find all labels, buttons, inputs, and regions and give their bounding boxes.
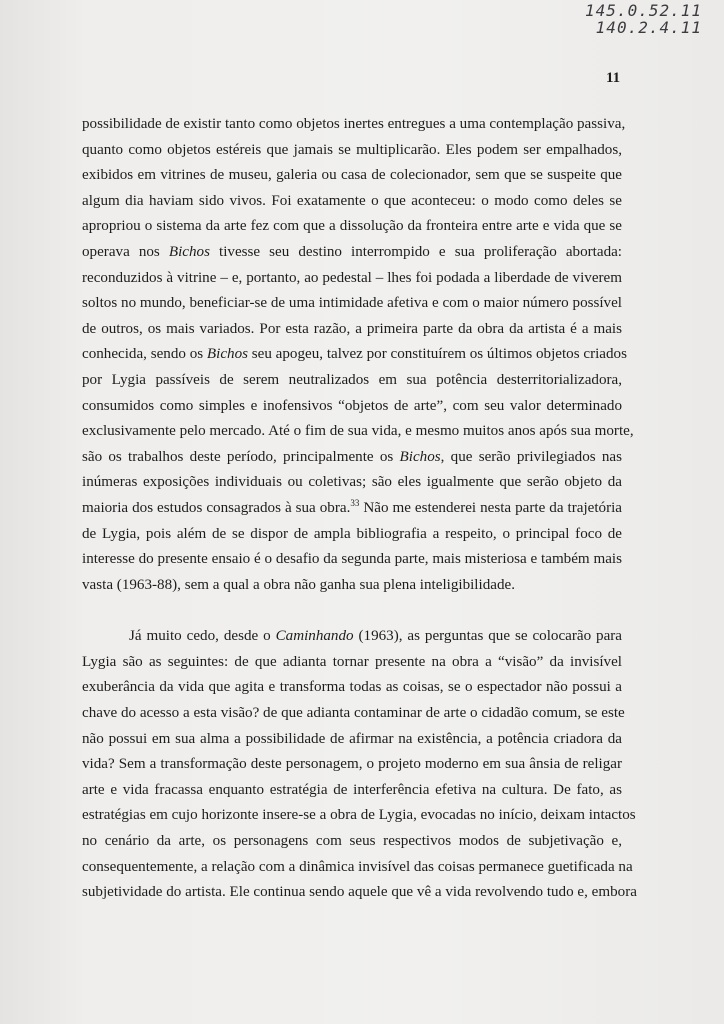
text-line: quanto como objetos estéreis que jamais se multiplicarão. Eles podem ser empalhados, <box>82 141 622 158</box>
text-line: de Lygia, pois além de se dispor de ampla bibliografia a respeito, o principal foco de <box>82 525 622 542</box>
handwritten-reference <box>585 2 702 36</box>
text-line: maioria dos estudos consagrados à sua obra.$^{33}$ Não me estenderei nesta parte da trajetória <box>82 497 622 516</box>
text-line: por Lygia passíveis de serem neutralizados em sua potência desterritorializadora, <box>82 371 622 388</box>
text-line: arte e vida fracassa enquanto estratégia de interferência efetiva na cultura. De fato, as <box>82 781 622 798</box>
text-line: no cenário da arte, os personagens com seus respectivos modos de subjetivação e, <box>82 833 622 850</box>
text-line: consumidos como simples e inofensivos “objetos de arte”, com seu valor determinado <box>82 397 622 414</box>
italic-title: Bichos <box>399 448 441 465</box>
text-line: vida? Sem a transformação deste personagem, o projeto moderno em sua ânsia de religar <box>82 756 622 773</box>
text-line: não possui em sua alma a possibilidade de afirmar na existência, a potência criadora da <box>82 730 622 747</box>
body-text <box>82 112 637 906</box>
footnote-marker: 33 <box>350 497 360 508</box>
handwritten-reference-line: 145.0.52.11 <box>585 1 702 20</box>
text-line: operava nos Bichos tivesse seu destino interrompido e sua proliferação abortada: <box>82 243 623 260</box>
text-line: interesse do presente ensaio é o desafio da segunda parte, mais misteriosa e também mais <box>82 551 622 568</box>
italic-title: Bichos <box>168 243 210 260</box>
italic-title: Bichos <box>206 346 249 363</box>
text-line: exclusivamente pelo mercado. Até o fim de sua vida, e mesmo muitos anos após sua morte, <box>82 423 634 440</box>
text-line: consequentemente, a relação com a dinâmica invisível das coisas permanece guetificada na <box>82 858 633 875</box>
text-line: conhecida, sendo os Bichos seu apogeu, talvez por constituírem os últimos objetos criados <box>82 346 627 363</box>
text-line: são os trabalhos deste período, principalmente os Bichos, que serão privilegiados nas <box>82 448 623 465</box>
text-line: Já muito cedo, desde o Caminhando (1963), as perguntas que se colocarão para <box>129 628 623 645</box>
text-line: de outros, os mais variados. Por esta razão, a primeira parte da obra da artista é a mais <box>82 320 622 337</box>
paragraph <box>82 624 637 906</box>
text-line: exibidos em vitrines de museu, galeria ou casa de colecionador, sem que se suspeite que <box>82 167 622 184</box>
text-line: estratégias em cujo horizonte insere-se a obra de Lygia, evocadas no início, deixam intactos <box>82 807 636 824</box>
text-line: vasta (1963-88), sem a qual a obra não ganha sua plena inteligibilidade. <box>82 576 515 593</box>
text-line: Lygia são as seguintes: de que adianta tornar presente na obra a “visão” da invisível <box>82 653 622 670</box>
handwritten-reference-line: 140.2.4.11 <box>595 18 702 37</box>
text-line: algum dia haviam sido vivos. Foi exatamente o que aconteceu: o modo como deles se <box>82 192 622 209</box>
text-line: inúmeras exposições individuais ou coletivas; são eles igualmente que serão objeto da <box>82 474 622 491</box>
text-line: possibilidade de existir tanto como objetos inertes entregues a uma contemplação passiva, <box>82 116 626 132</box>
text-line: exuberância da vida que agita e transforma todas as coisas, se o espectador não possui a <box>82 679 622 696</box>
text-line: apropriou o sistema da arte fez com que a dissolução da fronteira entre arte e vida que se <box>82 218 622 235</box>
text-line: subjetividade do artista. Ele continua sendo aquele que vê a vida revolvendo tudo e, embora <box>82 884 637 901</box>
text-line: reconduzidos à vitrine – e, portanto, ao pedestal – lhes foi podada a liberdade de viverem <box>82 269 622 286</box>
italic-title: Caminhando <box>275 628 354 645</box>
page-number: 11 <box>606 70 621 86</box>
paragraph <box>82 112 634 598</box>
text-line: soltos no mundo, beneficiar-se de uma intimidade afetiva e com o maior número possível <box>82 295 622 312</box>
text-line: chave do acesso a esta visão? de que adianta contaminar de arte o cidadão comum, se este <box>82 705 625 722</box>
